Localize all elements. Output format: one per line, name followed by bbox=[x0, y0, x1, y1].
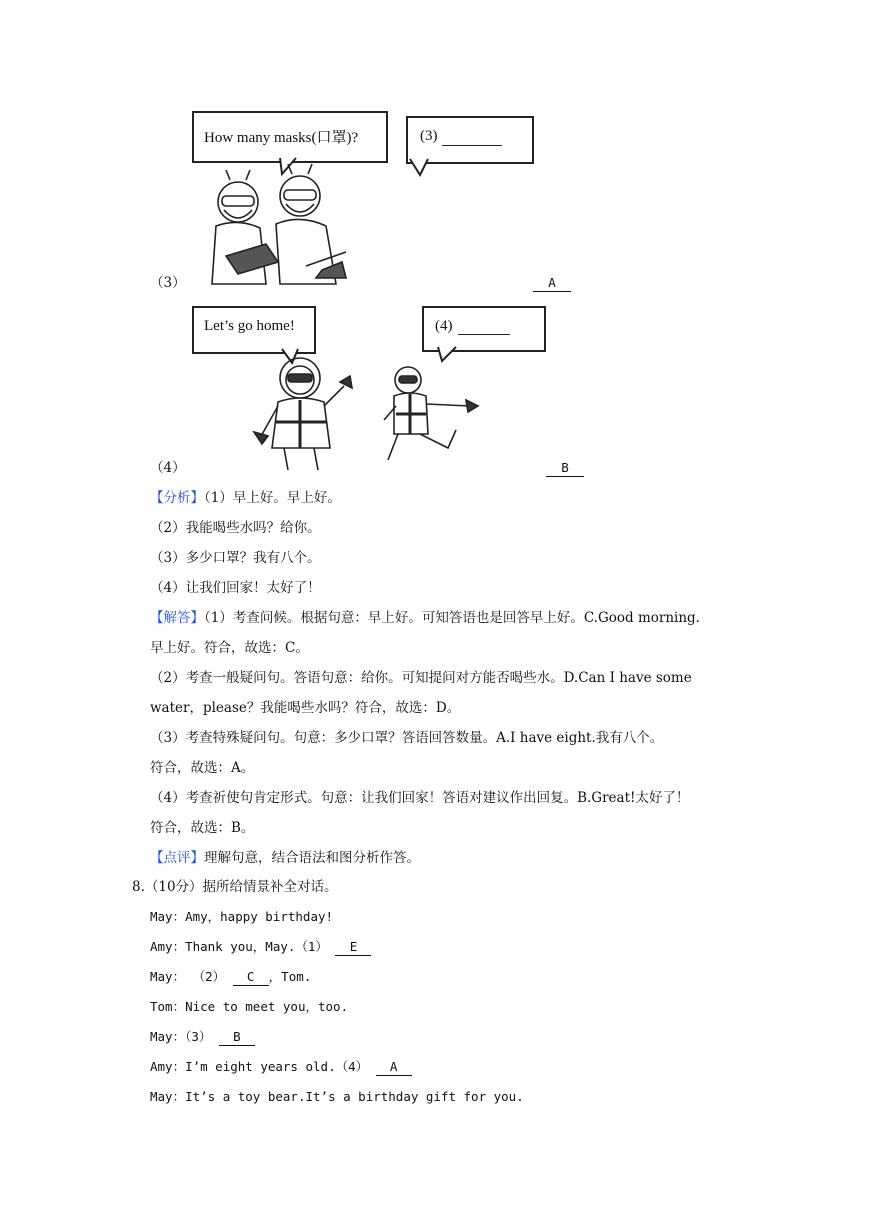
dialogue-speaker-2: Amy： bbox=[150, 939, 186, 954]
hazmat-workers-illustration bbox=[248, 356, 488, 476]
dialogue-line-1 bbox=[150, 907, 333, 927]
dialogue-post-3: ，Tom. bbox=[268, 969, 312, 984]
dialogue-text-4: Nice to meet you，too. bbox=[185, 999, 349, 1014]
solution-line-8: 符合，故选：B。 bbox=[150, 820, 255, 836]
figure-3-number: （3） bbox=[150, 275, 186, 291]
bubble-text-how-many-masks: How many masks(口罩)? bbox=[204, 130, 359, 146]
dialogue-line-6 bbox=[150, 1057, 412, 1077]
dialogue-line-4 bbox=[150, 997, 348, 1017]
solution-line-4: water，please？我能喝些水吗？符合，故选：D。 bbox=[150, 700, 461, 716]
dialogue-line-2 bbox=[150, 937, 371, 957]
answer-4: B bbox=[546, 460, 584, 477]
figure-4-number: （4） bbox=[150, 460, 186, 476]
doctors-with-masks-illustration bbox=[196, 166, 356, 286]
analysis-line-1 bbox=[150, 488, 341, 508]
dialogue-speaker-7: May： bbox=[150, 1089, 186, 1104]
dialogue-answer-2: C bbox=[233, 969, 269, 986]
comment-line bbox=[150, 848, 420, 868]
analysis-line-2: （2）我能喝些水吗？给你。 bbox=[150, 520, 321, 536]
solution-line-5: （3）考查特殊疑问句。句意：多少口罩？答语回答数量。A.I have eight.我有八个。 bbox=[150, 730, 664, 746]
dialogue-answer-4: A bbox=[376, 1059, 412, 1076]
dialogue-line-3 bbox=[150, 967, 311, 987]
solution-tag: 【解答】 bbox=[150, 610, 204, 626]
analysis-tag: 【分析】 bbox=[150, 490, 204, 506]
dialogue-line-7 bbox=[150, 1087, 524, 1107]
bubble-tail-right-3 bbox=[408, 159, 438, 179]
comment-tag: 【点评】 bbox=[150, 850, 204, 866]
dialogue-text-5: （3） bbox=[185, 1029, 212, 1044]
solution-line-7: （4）考查祈使句肯定形式。句意：让我们回家！答语对建议作出回复。B.Great!太好了！ bbox=[150, 790, 690, 806]
dialogue-speaker-3: May： bbox=[150, 969, 186, 984]
dialogue-answer-3: B bbox=[219, 1029, 255, 1046]
solution-line-1 bbox=[150, 608, 700, 628]
bubble-label-4: (4) bbox=[435, 318, 453, 334]
analysis-line-4: （4）让我们回家！太好了！ bbox=[150, 580, 321, 596]
solution-line-3: （2）考查一般疑问句。答语句意：给你。可知提问对方能否喝些水。D.Can I have some bbox=[150, 670, 692, 686]
dialogue-text-2: Thank you，May.（1） bbox=[185, 939, 328, 954]
analysis-text-1: （1）早上好。早上好。 bbox=[204, 490, 341, 506]
analysis-line-3: （3）多少口罩？我有八个。 bbox=[150, 550, 321, 566]
dialogue-speaker-6: Amy： bbox=[150, 1059, 186, 1074]
answer-3: A bbox=[533, 275, 571, 292]
dialogue-speaker-5: May： bbox=[150, 1029, 186, 1044]
solution-text-1: （1）考查问候。根据句意：早上好。可知答语也是回答早上好。C.Good morning. bbox=[204, 610, 700, 626]
question-8-heading: 8.（10分）据所给情景补全对话。 bbox=[132, 879, 338, 895]
dialogue-speaker-1: May： bbox=[150, 909, 186, 924]
dialogue-text-3: （2） bbox=[192, 969, 226, 984]
dialogue-speaker-4: Tom： bbox=[150, 999, 186, 1014]
bubble-label-3: (3) bbox=[420, 128, 438, 144]
dialogue-text-6: I’m eight years old.（4） bbox=[185, 1059, 369, 1074]
bubble-blank-3 bbox=[442, 145, 502, 146]
bubble-text-lets-go-home: Let’s go home! bbox=[204, 318, 295, 334]
comment-text: 理解句意，结合语法和图分析作答。 bbox=[204, 850, 420, 866]
dialogue-answer-1: E bbox=[335, 939, 371, 956]
dialogue-text-1: Amy，happy birthday! bbox=[185, 909, 334, 924]
figure-4-answer-blank bbox=[546, 458, 584, 478]
dialogue-line-5 bbox=[150, 1027, 255, 1047]
figure-3-answer-blank bbox=[533, 273, 571, 293]
solution-line-6: 符合，故选：A。 bbox=[150, 760, 255, 776]
bubble-blank-4 bbox=[458, 334, 510, 335]
solution-line-2: 早上好。符合，故选：C。 bbox=[150, 640, 309, 656]
dialogue-text-7: It’s a toy bear.It’s a birthday gift for you. bbox=[185, 1089, 524, 1104]
